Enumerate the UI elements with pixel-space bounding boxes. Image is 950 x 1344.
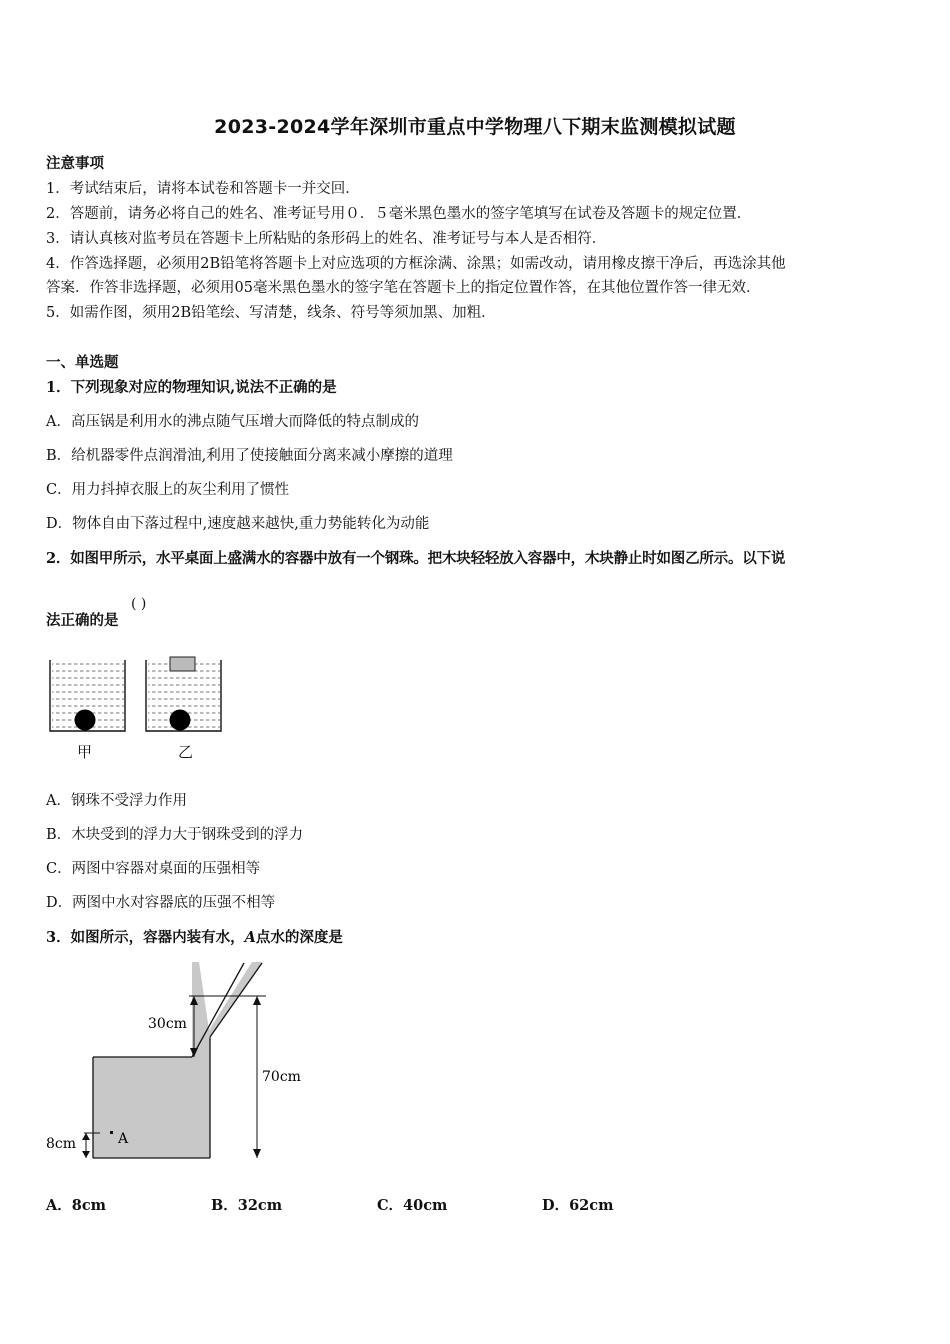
point-a-variable: A bbox=[244, 929, 256, 946]
label-70cm: 70cm bbox=[262, 1069, 301, 1085]
question-1-option-b: B．给机器零件点润滑油,利用了使接触面分离来减小摩擦的道理 bbox=[46, 448, 453, 464]
figure-label-yi: 乙 bbox=[178, 743, 194, 761]
notice-item: 答案．作答非选择题，必须用05毫米黑色墨水的签字笔在答题卡上的指定位置作答，在其他位置作答一律无效． bbox=[46, 280, 761, 296]
answer-parenthesis: ( ) bbox=[131, 596, 147, 612]
question-1-option-a: A．高压锅是利用水的沸点随气压增大而降低的特点制成的 bbox=[46, 414, 419, 430]
steel-ball bbox=[75, 710, 96, 731]
question-3-option-b: B．32cm bbox=[211, 1197, 283, 1214]
page-title: 2023-2024学年深圳市重点中学物理八下期末监测模拟试题 bbox=[214, 116, 736, 138]
question-3-option-d: D．62cm bbox=[542, 1197, 614, 1214]
notice-item: 2．答题前，请务必将自己的姓名、准考证号用０．５毫米黑色墨水的签字笔填写在试卷及答题卡的规定位置． bbox=[46, 206, 752, 222]
question-2-stem-line2: 法正确的是 bbox=[46, 612, 119, 629]
section-heading: 一、单选题 bbox=[46, 354, 119, 371]
question-3-option-a: A．8cm bbox=[46, 1197, 107, 1214]
notice-item: 1．考试结束后，请将本试卷和答题卡一并交回． bbox=[46, 181, 360, 197]
question-3-stem-pre: 3．如图所示，容器内装有水， bbox=[46, 929, 245, 946]
container-jia bbox=[50, 660, 125, 731]
question-1-stem: 1．下列现象对应的物理知识,说法不正确的是 bbox=[46, 379, 337, 396]
question-2-option-c: C．两图中容器对桌面的压强相等 bbox=[46, 861, 261, 877]
question-1-option-d: D．物体自由下落过程中,速度越来越快,重力势能转化为动能 bbox=[46, 516, 430, 532]
label-30cm: 30cm bbox=[148, 1016, 187, 1032]
point-a-marker bbox=[110, 1131, 113, 1134]
question-3-stem bbox=[46, 926, 343, 947]
figure-water-depth bbox=[44, 960, 324, 1170]
question-2-option-a: A．钢珠不受浮力作用 bbox=[46, 793, 187, 809]
question-3-stem-post: 点水的深度是 bbox=[255, 929, 343, 946]
label-point-a: A bbox=[118, 1131, 129, 1147]
notice-item: 3．请认真核对监考员在答题卡上所粘贴的条形码上的姓名、准考证号与本人是否相符． bbox=[46, 231, 607, 247]
question-2-stem-line1: 2．如图甲所示，水平桌面上盛满水的容器中放有一个钢珠。把木块轻轻放入容器中，木块静止时如图乙所示。以下说 bbox=[46, 550, 786, 567]
notice-item: 4．作答选择题，必须用2B铅笔将答题卡上对应选项的方框涂满、涂黑；如需改动，请用橡皮擦干净后，再选涂其他 bbox=[46, 256, 786, 272]
notice-item: 5．如需作图，须用2B铅笔绘、写清楚，线条、符号等须加黑、加粗． bbox=[46, 305, 496, 321]
question-2-option-b: B．木块受到的浮力大于钢珠受到的浮力 bbox=[46, 827, 304, 843]
question-2-option-d: D．两图中水对容器底的压强不相等 bbox=[46, 895, 276, 911]
question-3-option-c: C．40cm bbox=[377, 1197, 448, 1214]
wood-block bbox=[170, 657, 195, 671]
label-8cm: 8cm bbox=[46, 1136, 77, 1152]
container-yi bbox=[146, 657, 221, 731]
question-1-option-c: C．用力抖掉衣服上的灰尘利用了惯性 bbox=[46, 482, 290, 498]
notice-heading: 注意事项 bbox=[46, 155, 104, 172]
figure-label-jia: 甲 bbox=[77, 743, 93, 761]
steel-ball bbox=[170, 710, 191, 731]
figure-containers bbox=[44, 654, 234, 766]
